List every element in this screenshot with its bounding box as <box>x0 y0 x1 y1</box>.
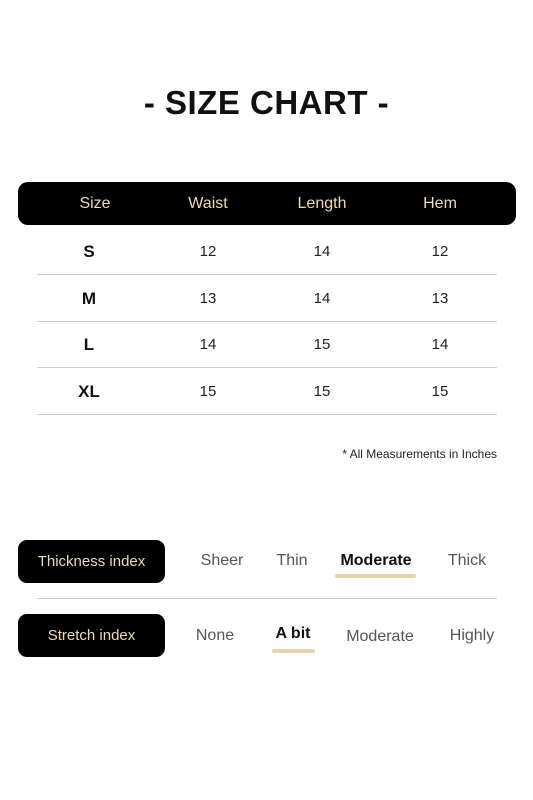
row-divider <box>37 367 497 368</box>
stretch-selected-underline <box>272 649 315 653</box>
table-row <box>37 276 497 322</box>
measurement-note: * All Measurements in Inches <box>342 447 497 461</box>
hem-cell: 12 <box>431 243 449 260</box>
hem-cell: 14 <box>431 336 449 353</box>
thickness-index-label: Thickness index <box>18 540 165 583</box>
thickness-option-thick: Thick <box>447 552 487 569</box>
stretch-option-a-bit-selected: A bit <box>275 625 311 642</box>
table-header <box>18 182 516 225</box>
header-size: Size <box>79 195 111 212</box>
stretch-option-moderate: Moderate <box>346 628 414 645</box>
section-divider <box>37 598 497 599</box>
size-cell: M <box>81 289 97 308</box>
table-row <box>37 322 497 368</box>
stretch-option-highly: Highly <box>449 627 495 644</box>
header-length: Length <box>297 195 347 212</box>
thickness-selected-underline <box>335 574 416 578</box>
row-divider <box>37 414 497 415</box>
header-waist: Waist <box>188 195 228 212</box>
page-title: - SIZE CHART - <box>143 84 390 121</box>
waist-cell: 12 <box>199 243 217 260</box>
length-cell: 15 <box>313 336 331 353</box>
size-cell: S <box>83 242 95 261</box>
table-row <box>37 369 497 415</box>
length-cell: 14 <box>313 290 331 307</box>
waist-cell: 13 <box>199 290 217 307</box>
thickness-option-sheer: Sheer <box>200 552 244 569</box>
length-cell: 14 <box>313 243 331 260</box>
table-row <box>37 229 497 275</box>
header-hem: Hem <box>423 195 457 212</box>
hem-cell: 15 <box>431 383 449 400</box>
size-cell: XL <box>78 382 100 401</box>
waist-cell: 15 <box>199 383 217 400</box>
thickness-option-moderate-selected: Moderate <box>340 552 412 569</box>
hem-cell: 13 <box>431 290 449 307</box>
stretch-option-none: None <box>195 627 235 644</box>
size-cell: L <box>83 335 95 354</box>
length-cell: 15 <box>313 383 331 400</box>
waist-cell: 14 <box>199 336 217 353</box>
thickness-option-thin: Thin <box>276 552 308 569</box>
row-divider <box>37 274 497 275</box>
stretch-index-label: Stretch index <box>18 614 165 657</box>
